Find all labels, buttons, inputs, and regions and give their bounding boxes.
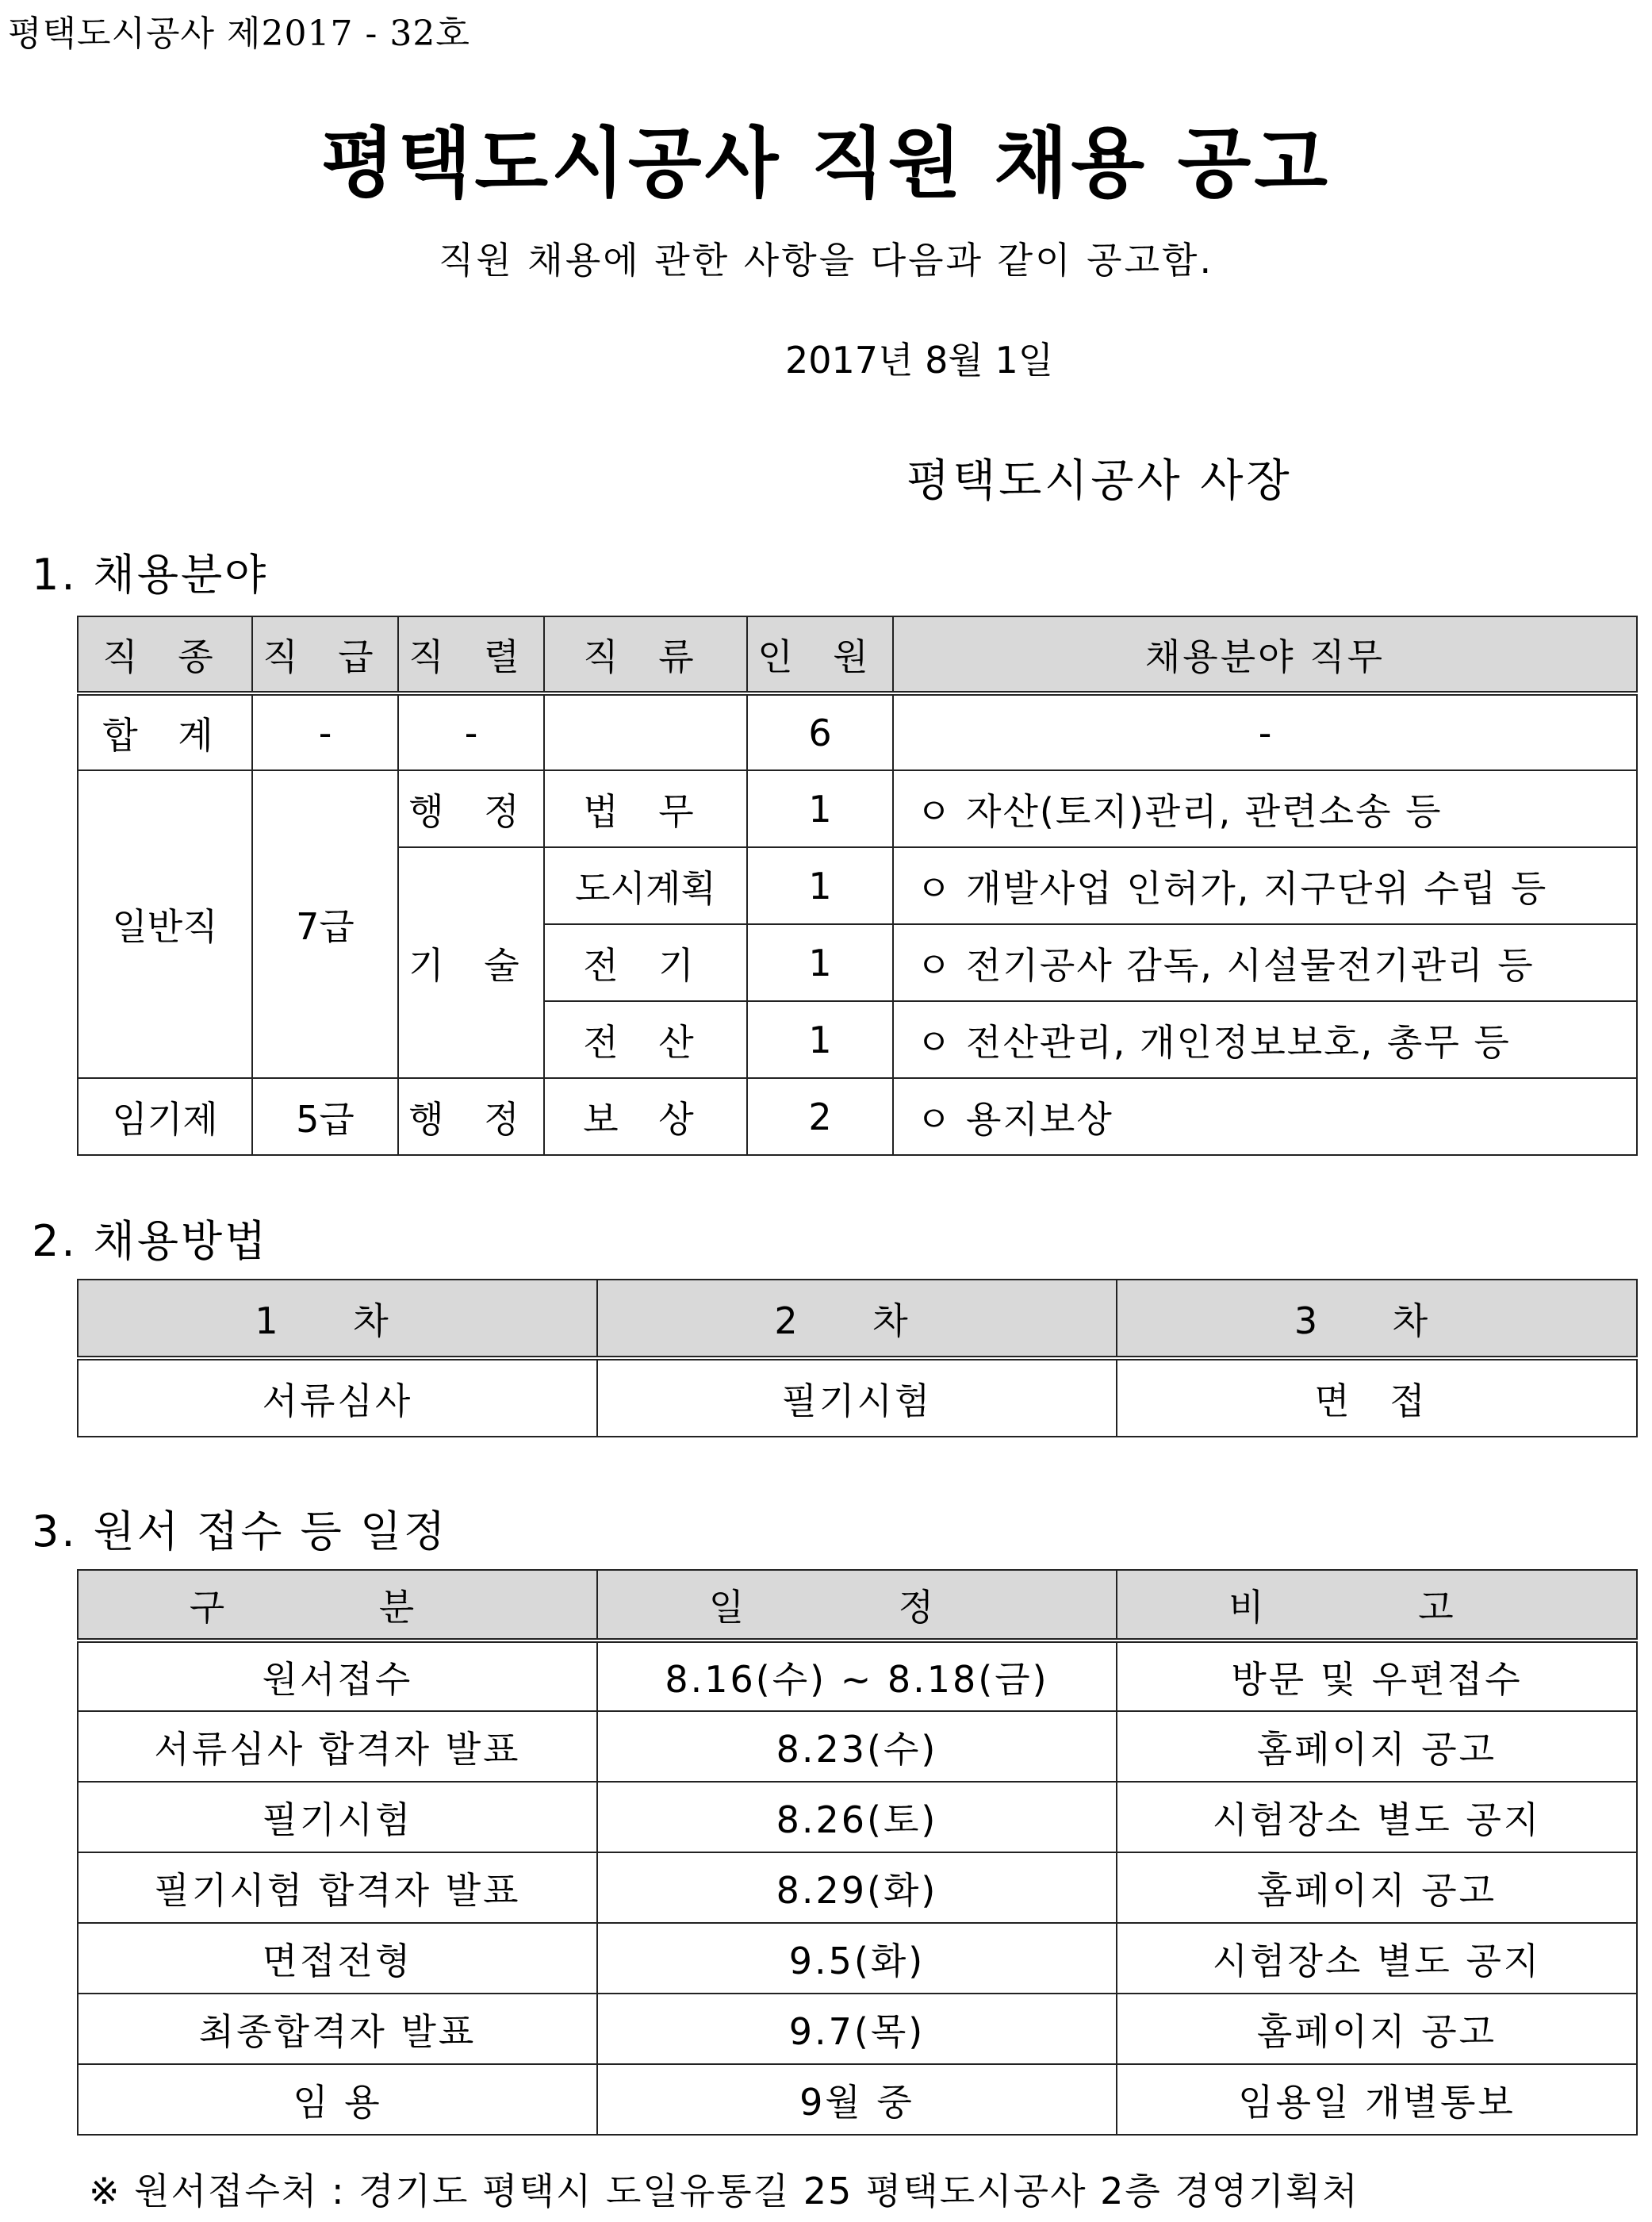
count-cell: 2 — [747, 1078, 893, 1155]
grade-cell: 7급 — [252, 770, 398, 1078]
column-header: 직 류 — [544, 616, 747, 693]
schedule-table — [77, 1569, 1638, 2136]
job-type-cell: 일반직 — [78, 770, 252, 1078]
schedule-date: 8.29(화) — [597, 1852, 1117, 1923]
duty-cell: ㅇ 자산(토지)관리, 관련소송 등 — [893, 770, 1637, 847]
table-cell: - — [398, 693, 544, 770]
schedule-item: 원서접수 — [78, 1641, 597, 1711]
schedule-note: 시험장소 별도 공지 — [1117, 1782, 1637, 1852]
schedule-item: 서류심사 합격자 발표 — [78, 1711, 597, 1782]
column-header: 비 고 — [1117, 1570, 1637, 1641]
job-type-cell: 임기제 — [78, 1078, 252, 1155]
table-row — [78, 1852, 1637, 1923]
table-header-row — [78, 1280, 1637, 1358]
table-header-row — [78, 1570, 1637, 1641]
column-header: 1 차 — [78, 1280, 597, 1358]
table-cell: - — [893, 693, 1637, 770]
schedule-date: 8.23(수) — [597, 1711, 1117, 1782]
count-cell: 1 — [747, 847, 893, 924]
document-number: 평택도시공사 제2017 - 32호 — [8, 13, 470, 54]
table-row — [78, 770, 1637, 847]
schedule-date: 9.5(화) — [597, 1923, 1117, 1994]
section-heading-fields: 1. 채용분야 — [32, 550, 269, 600]
column-header: 일 정 — [597, 1570, 1117, 1641]
recruitment-fields-table — [77, 616, 1638, 1156]
table-cell: 필기시험 — [597, 1358, 1117, 1437]
table-header-row — [78, 616, 1637, 693]
grade-cell: 5급 — [252, 1078, 398, 1155]
schedule-note: 홈페이지 공고 — [1117, 1711, 1637, 1782]
schedule-date: 8.16(수) ~ 8.18(금) — [597, 1641, 1117, 1711]
announcement-date: 2017년 8월 1일 — [785, 339, 1054, 382]
table-cell: 6 — [747, 693, 893, 770]
schedule-note: 홈페이지 공고 — [1117, 1994, 1637, 2064]
column-header: 채용분야 직무 — [893, 616, 1637, 693]
category-cell: 도시계획 — [544, 847, 747, 924]
column-header: 직 렬 — [398, 616, 544, 693]
column-header: 3 차 — [1117, 1280, 1637, 1358]
category-cell: 보 상 — [544, 1078, 747, 1155]
schedule-date: 9.7(목) — [597, 1994, 1117, 2064]
section-heading-method: 2. 채용방법 — [32, 1216, 269, 1266]
duty-cell: ㅇ 전기공사 감독, 시설물전기관리 등 — [893, 924, 1637, 1001]
column-header: 직 종 — [78, 616, 252, 693]
table-row — [78, 1078, 1637, 1155]
section-heading-schedule: 3. 원서 접수 등 일정 — [32, 1506, 448, 1556]
schedule-note: 임용일 개별통보 — [1117, 2064, 1637, 2135]
total-label: 합 계 — [78, 693, 252, 770]
column-header: 직 급 — [252, 616, 398, 693]
schedule-note: 시험장소 별도 공지 — [1117, 1923, 1637, 1994]
table-cell — [544, 693, 747, 770]
table-cell: 서류심사 — [78, 1358, 597, 1437]
recruitment-method-table — [77, 1279, 1638, 1437]
duty-cell: ㅇ 용지보상 — [893, 1078, 1637, 1155]
schedule-date: 8.26(토) — [597, 1782, 1117, 1852]
schedule-item: 면접전형 — [78, 1923, 597, 1994]
subtitle: 직원 채용에 관한 사항을 다음과 같이 공고함. — [438, 239, 1214, 282]
count-cell: 1 — [747, 1001, 893, 1078]
schedule-item: 필기시험 합격자 발표 — [78, 1852, 597, 1923]
category-cell: 전 산 — [544, 1001, 747, 1078]
table-row — [78, 1782, 1637, 1852]
duty-cell: ㅇ 전산관리, 개인정보보호, 총무 등 — [893, 1001, 1637, 1078]
count-cell: 1 — [747, 770, 893, 847]
schedule-item: 최종합격자 발표 — [78, 1994, 597, 2064]
schedule-date: 9월 중 — [597, 2064, 1117, 2135]
series-cell: 행 정 — [398, 1078, 544, 1155]
category-cell: 전 기 — [544, 924, 747, 1001]
table-row — [78, 1923, 1637, 1994]
column-header: 인 원 — [747, 616, 893, 693]
series-cell: 기 술 — [398, 847, 544, 1078]
table-row — [78, 1994, 1637, 2064]
schedule-note: 홈페이지 공고 — [1117, 1852, 1637, 1923]
count-cell: 1 — [747, 924, 893, 1001]
table-cell: - — [252, 693, 398, 770]
issuer: 평택도시공사 사장 — [906, 455, 1293, 507]
duty-cell: ㅇ 개발사업 인허가, 지구단위 수립 등 — [893, 847, 1637, 924]
table-row — [78, 693, 1637, 770]
series-cell: 행 정 — [398, 770, 544, 847]
schedule-item: 필기시험 — [78, 1782, 597, 1852]
table-row — [78, 1641, 1637, 1711]
table-cell: 면 접 — [1117, 1358, 1637, 1437]
table-row — [78, 1358, 1637, 1437]
column-header: 2 차 — [597, 1280, 1117, 1358]
category-cell: 법 무 — [544, 770, 747, 847]
schedule-note: 방문 및 우편접수 — [1117, 1641, 1637, 1711]
application-address-note: ※ 원서접수처 : 경기도 평택시 도일유통길 25 평택도시공사 2층 경영기획처 — [89, 2170, 1359, 2212]
table-row — [78, 2064, 1637, 2135]
column-header: 구 분 — [78, 1570, 597, 1641]
schedule-item: 임 용 — [78, 2064, 597, 2135]
page-title: 평택도시공사 직원 채용 공고 — [320, 119, 1332, 208]
table-row — [78, 1711, 1637, 1782]
